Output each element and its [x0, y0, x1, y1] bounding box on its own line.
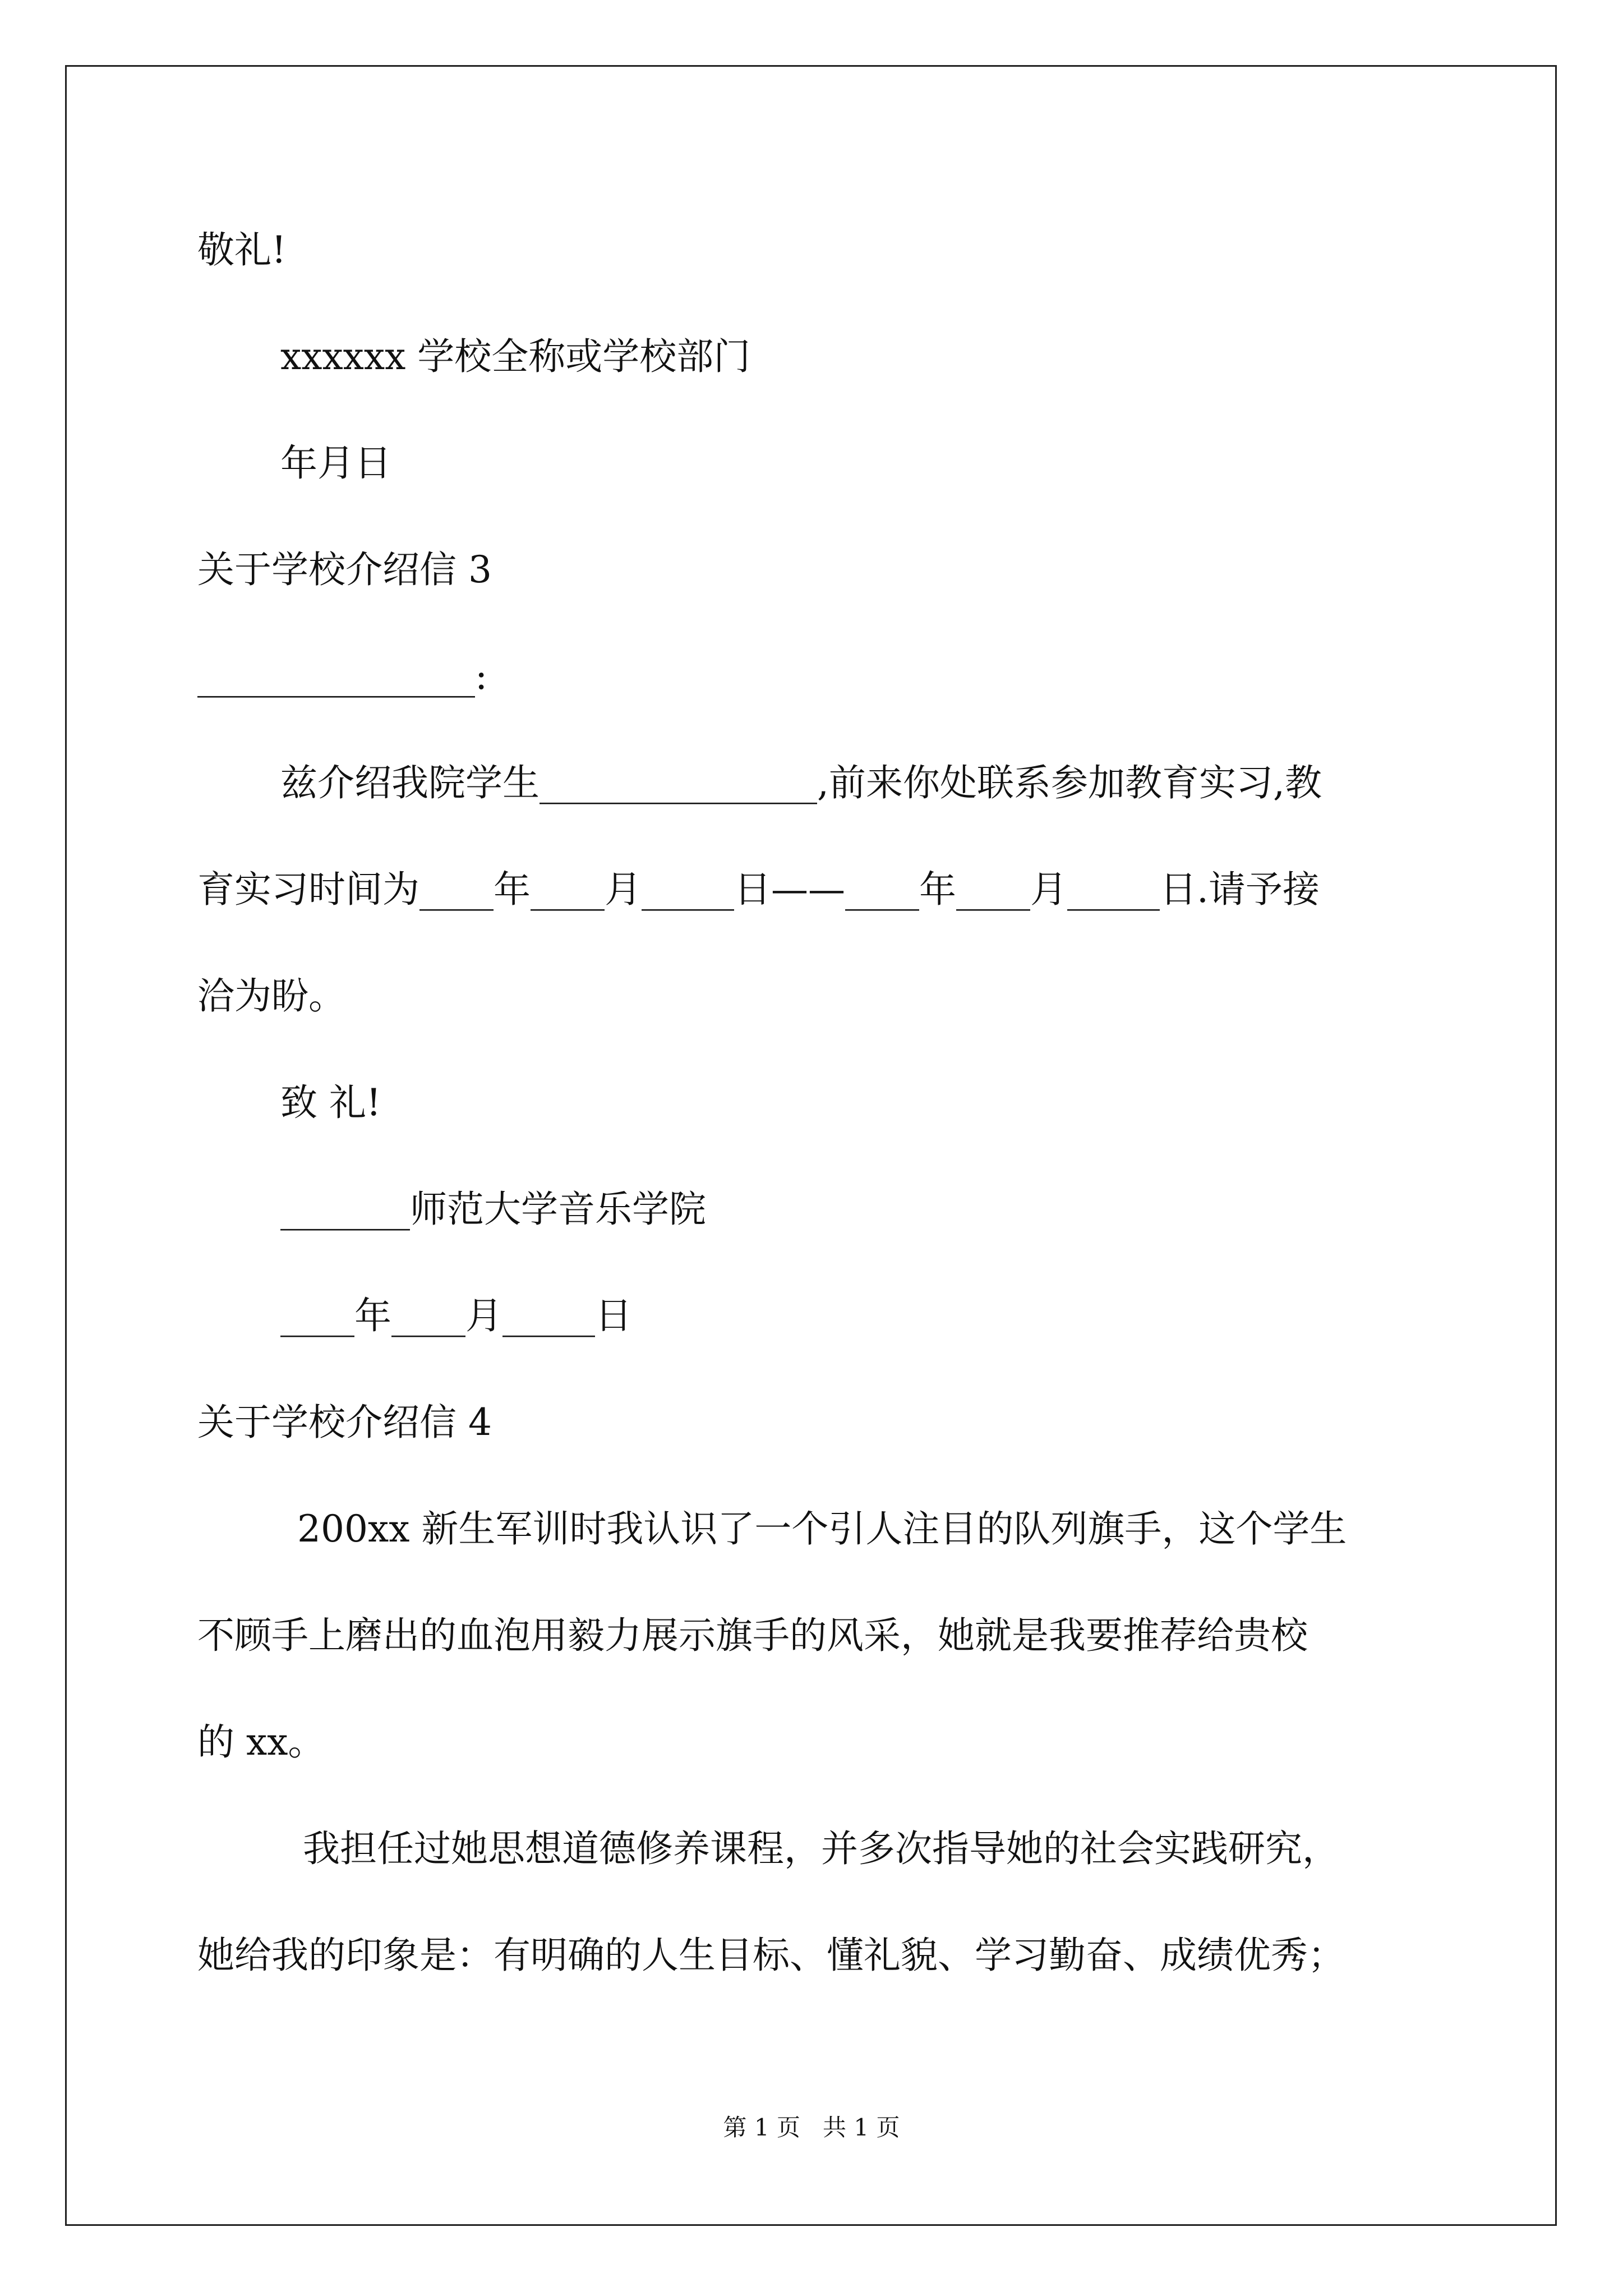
page-footer: 第 1 页 共 1 页: [723, 2114, 900, 2141]
institution-signature: _______师范大学音乐学院: [280, 1188, 706, 1231]
salutation-respect: 敬礼!: [197, 228, 287, 272]
page-border: [65, 65, 1557, 2226]
body-paragraph-line: 洽为盼。: [197, 974, 345, 1018]
date-line: 年月日: [280, 441, 391, 485]
body-paragraph-line: 的 xx。: [197, 1720, 325, 1764]
body-paragraph-line: 育实习时间为____年____月_____日——____年____月_____日.请予接: [197, 868, 1320, 911]
body-paragraph-line: 不顾手上磨出的血泡用毅力展示旗手的风采，她就是我要推荐给贵校: [197, 1614, 1308, 1657]
body-paragraph-line: 她给我的印象是：有明确的人生目标、懂礼貌、学习勤奋、成绩优秀；: [197, 1934, 1345, 1977]
body-paragraph-line: 我担任过她思想道德修养课程，并多次指导她的社会实践研究，: [303, 1827, 1339, 1870]
body-paragraph-line: 兹介绍我院学生_______________,前来你处联系参加教育实习,教: [280, 761, 1322, 804]
signature-date: ____年____月_____日: [280, 1294, 632, 1337]
closing-greeting: 致 礼!: [280, 1081, 381, 1124]
body-paragraph-line: 200xx 新生军训时我认识了一个引人注目的队列旗手，这个学生: [297, 1507, 1347, 1550]
school-signature: xxxxxx 学校全称或学校部门: [280, 335, 751, 378]
section-title-3: 关于学校介绍信 3: [197, 548, 492, 591]
section-title-4: 关于学校介绍信 4: [197, 1401, 492, 1444]
recipient-blank: _______________:: [197, 655, 488, 698]
